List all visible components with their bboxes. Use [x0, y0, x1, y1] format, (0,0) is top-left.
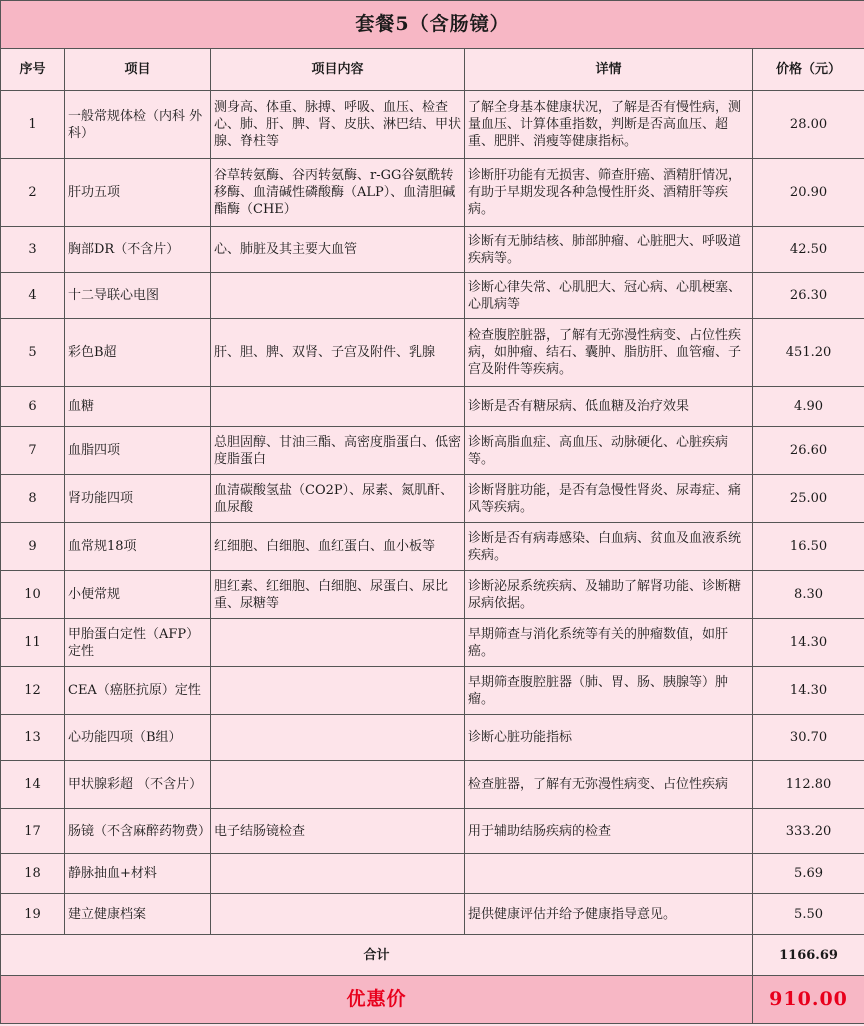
row-price: 112.80	[753, 761, 864, 809]
promo-row	[1, 976, 864, 1024]
table-row	[1, 571, 864, 619]
row-number: 8	[1, 475, 65, 523]
total-label: 合计	[1, 935, 753, 976]
header-no: 序号	[1, 49, 65, 91]
row-item: 甲状腺彩超 （不含片）	[65, 761, 211, 809]
row-detail: 诊断有无肺结核、肺部肿瘤、心脏肥大、呼吸道疾病等。	[465, 227, 753, 273]
row-detail	[465, 854, 753, 894]
table-row	[1, 387, 864, 427]
row-item: 肾功能四项	[65, 475, 211, 523]
table-row	[1, 159, 864, 227]
table-row	[1, 227, 864, 273]
row-price: 30.70	[753, 715, 864, 761]
row-detail: 诊断是否有病毒感染、白血病、贫血及血液系统疾病。	[465, 523, 753, 571]
header-row	[1, 49, 864, 91]
table-body	[1, 91, 864, 935]
row-detail: 检查脏器，了解有无弥漫性病变、占位性疾病	[465, 761, 753, 809]
row-price: 28.00	[753, 91, 864, 159]
row-number: 13	[1, 715, 65, 761]
row-number: 10	[1, 571, 65, 619]
row-price: 26.60	[753, 427, 864, 475]
table-row	[1, 523, 864, 571]
row-item: 一般常规体检（内科 外科）	[65, 91, 211, 159]
row-content	[211, 619, 465, 667]
table-row	[1, 427, 864, 475]
row-content	[211, 715, 465, 761]
row-detail: 诊断泌尿系统疾病、及辅助了解肾功能、诊断糖尿病依据。	[465, 571, 753, 619]
table-row	[1, 715, 864, 761]
row-detail: 早期筛查腹腔脏器（肺、胃、肠、胰腺等）肿瘤。	[465, 667, 753, 715]
row-detail: 诊断肾脏功能，是否有急慢性肾炎、尿毒症、痛风等疾病。	[465, 475, 753, 523]
row-content: 血清碳酸氢盐（CO2P）、尿素、氮肌酐、血尿酸	[211, 475, 465, 523]
table-row	[1, 273, 864, 319]
row-item: 心功能四项（B组）	[65, 715, 211, 761]
row-content: 总胆固醇、甘油三酯、高密度脂蛋白、低密度脂蛋白	[211, 427, 465, 475]
row-number: 6	[1, 387, 65, 427]
row-item: 血糖	[65, 387, 211, 427]
table-row	[1, 854, 864, 894]
table-row	[1, 319, 864, 387]
row-price: 4.90	[753, 387, 864, 427]
row-content: 胆红素、红细胞、白细胞、尿蛋白、尿比重、尿糖等	[211, 571, 465, 619]
row-content: 红细胞、白细胞、血红蛋白、血小板等	[211, 523, 465, 571]
row-price: 8.30	[753, 571, 864, 619]
row-number: 1	[1, 91, 65, 159]
row-item: 血常规18项	[65, 523, 211, 571]
row-item: 十二导联心电图	[65, 273, 211, 319]
row-item: 肠镜（不含麻醉药物费）	[65, 809, 211, 854]
header-content: 项目内容	[211, 49, 465, 91]
row-content	[211, 761, 465, 809]
row-item: 小便常规	[65, 571, 211, 619]
row-price: 20.90	[753, 159, 864, 227]
row-detail: 了解全身基本健康状况，了解是否有慢性病，测量血压、计算体重指数，判断是否高血压、超重、肥胖、消瘦等健康指标。	[465, 91, 753, 159]
row-number: 7	[1, 427, 65, 475]
table-row	[1, 894, 864, 935]
row-number: 5	[1, 319, 65, 387]
row-price: 25.00	[753, 475, 864, 523]
header-detail: 详情	[465, 49, 753, 91]
table-row	[1, 619, 864, 667]
package-title: 套餐5（含肠镜）	[1, 1, 864, 49]
table-row	[1, 91, 864, 159]
row-detail: 早期筛查与消化系统等有关的肿瘤数值，如肝癌。	[465, 619, 753, 667]
title-row	[1, 1, 864, 49]
row-number: 19	[1, 894, 65, 935]
row-item: 胸部DR（不含片）	[65, 227, 211, 273]
row-item: 建立健康档案	[65, 894, 211, 935]
row-number: 11	[1, 619, 65, 667]
row-number: 14	[1, 761, 65, 809]
row-price: 42.50	[753, 227, 864, 273]
table-row	[1, 667, 864, 715]
row-number: 12	[1, 667, 65, 715]
row-number: 4	[1, 273, 65, 319]
row-detail: 检查腹腔脏器，了解有无弥漫性病变、占位性疾病，如肿瘤、结石、囊肿、脂肪肝、血管瘤、子宫及附件等疾病。	[465, 319, 753, 387]
row-content	[211, 273, 465, 319]
row-item: 彩色B超	[65, 319, 211, 387]
row-number: 3	[1, 227, 65, 273]
row-price: 333.20	[753, 809, 864, 854]
row-detail: 诊断是否有糖尿病、低血糖及治疗效果	[465, 387, 753, 427]
row-price: 5.50	[753, 894, 864, 935]
promo-price: 910.00	[753, 976, 864, 1024]
row-item: CEA（癌胚抗原）定性	[65, 667, 211, 715]
table-row	[1, 809, 864, 854]
row-detail: 诊断心律失常、心肌肥大、冠心病、心肌梗塞、心肌病等	[465, 273, 753, 319]
row-content: 心、肺脏及其主要大血管	[211, 227, 465, 273]
table-row	[1, 761, 864, 809]
row-item: 静脉抽血+材料	[65, 854, 211, 894]
row-number: 9	[1, 523, 65, 571]
row-item: 血脂四项	[65, 427, 211, 475]
row-price: 26.30	[753, 273, 864, 319]
row-detail: 诊断心脏功能指标	[465, 715, 753, 761]
row-content: 电子结肠镜检查	[211, 809, 465, 854]
row-content	[211, 667, 465, 715]
row-number: 18	[1, 854, 65, 894]
row-item: 甲胎蛋白定性（AFP）定性	[65, 619, 211, 667]
row-price: 5.69	[753, 854, 864, 894]
row-item: 肝功五项	[65, 159, 211, 227]
row-detail: 用于辅助结肠疾病的检查	[465, 809, 753, 854]
row-price: 451.20	[753, 319, 864, 387]
total-row	[1, 935, 864, 976]
row-content	[211, 894, 465, 935]
total-value: 1166.69	[753, 935, 864, 976]
row-content	[211, 387, 465, 427]
row-content: 肝、胆、脾、双肾、子宫及附件、乳腺	[211, 319, 465, 387]
promo-label: 优惠价	[1, 976, 753, 1024]
row-number: 2	[1, 159, 65, 227]
row-price: 14.30	[753, 667, 864, 715]
row-content: 测身高、体重、脉搏、呼吸、血压、检查心、肺、肝、脾、肾、皮肤、淋巴结、甲状腺、脊柱等	[211, 91, 465, 159]
row-detail: 提供健康评估并给予健康指导意见。	[465, 894, 753, 935]
row-number: 17	[1, 809, 65, 854]
row-detail: 诊断高脂血症、高血压、动脉硬化、心脏疾病等。	[465, 427, 753, 475]
row-price: 16.50	[753, 523, 864, 571]
row-content	[211, 854, 465, 894]
header-item: 项目	[65, 49, 211, 91]
row-content: 谷草转氨酶、谷丙转氨酶、r-GG谷氨酰转移酶、血清碱性磷酸酶（ALP）、血清胆碱酯酶（CHE）	[211, 159, 465, 227]
header-price: 价格（元）	[753, 49, 864, 91]
row-detail: 诊断肝功能有无损害、筛查肝癌、酒精肝情况，有助于早期发现各种急慢性肝炎、酒精肝等疾病。	[465, 159, 753, 227]
table-row	[1, 475, 864, 523]
row-price: 14.30	[753, 619, 864, 667]
